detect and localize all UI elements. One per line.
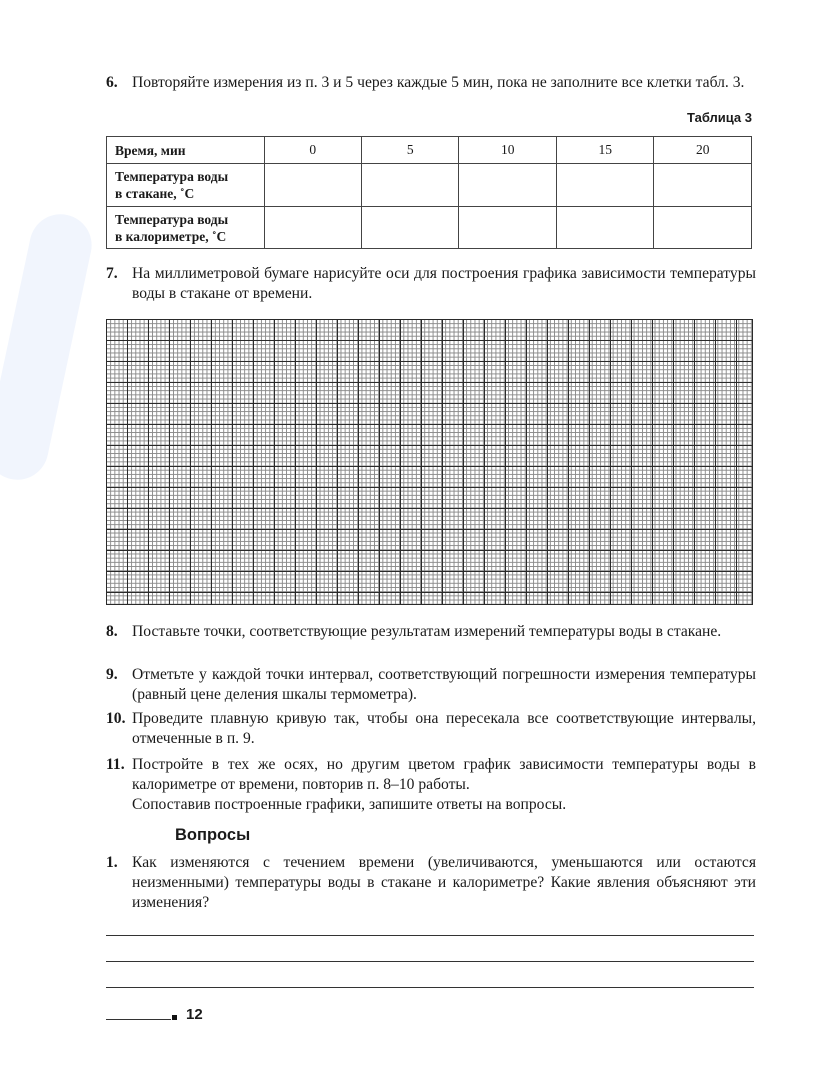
item-text: Постройте в тех же осях, но другим цветом график зависимости температуры воды в калориметре от времени, повторив п. 8–10 работы. bbox=[132, 756, 756, 793]
entry-cell[interactable] bbox=[362, 207, 459, 249]
time-cell: 10 bbox=[459, 137, 557, 164]
table-caption: Таблица 3 bbox=[686, 110, 752, 125]
measurement-table bbox=[106, 136, 752, 249]
entry-cell[interactable] bbox=[264, 207, 361, 249]
instruction-item-6 bbox=[106, 73, 756, 93]
item-number: 11. bbox=[106, 756, 125, 773]
entry-cell[interactable] bbox=[459, 207, 557, 249]
entry-cell[interactable] bbox=[459, 164, 557, 207]
entry-cell[interactable] bbox=[362, 164, 459, 207]
item-text: Поставьте точки, соответствующие результатам измерений температуры воды в стакане. bbox=[132, 623, 722, 640]
question-text: Как изменяются с течением времени (увеличиваются, уменьшаются или остаются неизменными) температуры воды в стакане и калориметре? Какие явления объясняют эти изменения? bbox=[132, 854, 756, 911]
graph-paper-grid[interactable] bbox=[106, 319, 753, 605]
footer-square-icon bbox=[172, 1015, 177, 1020]
item-text: Отметьте у каждой точки интервал, соответствующий погрешности измерения температуры (равный цене деления шкалы термометра). bbox=[132, 666, 756, 703]
item-text: На миллиметровой бумаге нарисуйте оси для построения графика зависимости температуры воды в стакане от времени. bbox=[132, 265, 756, 302]
table-header-row bbox=[107, 137, 752, 164]
answer-line[interactable] bbox=[106, 961, 754, 962]
answer-line[interactable] bbox=[106, 935, 754, 936]
item-text: Проведите плавную кривую так, чтобы она пересекала все соответствующие интервалы, отмеченные в п. 9. bbox=[132, 710, 756, 747]
footer-rule bbox=[106, 1019, 171, 1020]
instruction-item-7 bbox=[106, 264, 756, 304]
row-label-line: в стакане, ˚С bbox=[115, 186, 195, 201]
item-number: 9. bbox=[106, 666, 118, 683]
decorative-brush-stroke bbox=[0, 209, 97, 486]
page-number: 12 bbox=[186, 1006, 203, 1023]
instruction-item-8 bbox=[106, 622, 756, 642]
item-number: 6. bbox=[106, 74, 118, 91]
entry-cell[interactable] bbox=[556, 207, 654, 249]
row-label-cell bbox=[107, 164, 265, 207]
row-label-line: в калориметре, ˚С bbox=[115, 228, 227, 244]
time-cell: 15 bbox=[556, 137, 654, 164]
instruction-item-10 bbox=[106, 709, 756, 749]
item-number: 8. bbox=[106, 623, 118, 640]
page-footer bbox=[106, 1006, 226, 1026]
instruction-item-11 bbox=[106, 755, 756, 815]
header-label-cell: Время, мин bbox=[107, 137, 265, 164]
row-label-line: Температура воды bbox=[115, 211, 229, 227]
entry-cell[interactable] bbox=[654, 164, 752, 207]
entry-cell[interactable] bbox=[556, 164, 654, 207]
row-label-cell bbox=[107, 207, 265, 249]
question-1 bbox=[106, 853, 756, 913]
time-cell: 5 bbox=[362, 137, 459, 164]
item-text: Сопоставив построенные графики, запишите ответы на вопросы. bbox=[132, 796, 567, 813]
table-row-glass bbox=[107, 164, 752, 207]
entry-cell[interactable] bbox=[264, 164, 361, 207]
entry-cell[interactable] bbox=[654, 207, 752, 249]
instruction-item-9 bbox=[106, 665, 756, 705]
questions-heading: Вопросы bbox=[175, 826, 251, 844]
time-cell: 0 bbox=[264, 137, 361, 164]
item-number: 7. bbox=[106, 265, 118, 282]
item-text: Повторяйте измерения из п. 3 и 5 через каждые 5 мин, пока не заполните все клетки табл. 3. bbox=[132, 74, 745, 91]
answer-line[interactable] bbox=[106, 987, 754, 988]
item-number: 10. bbox=[106, 710, 126, 727]
time-cell: 20 bbox=[654, 137, 752, 164]
question-number: 1. bbox=[106, 854, 118, 871]
row-label-line: Температура воды bbox=[115, 169, 229, 184]
table-row-calorimeter bbox=[107, 207, 752, 249]
